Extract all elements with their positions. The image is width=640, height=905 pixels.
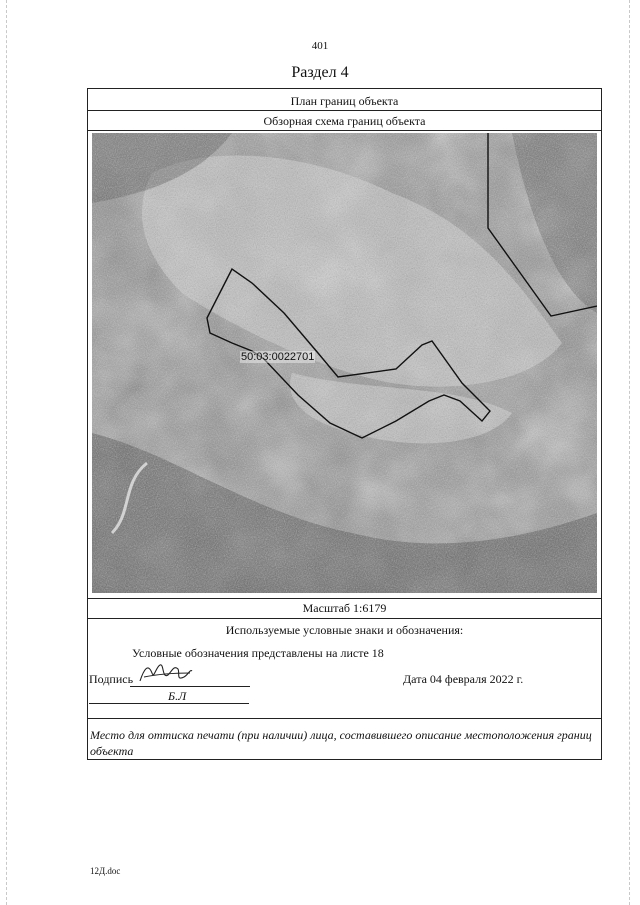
row-divider (88, 598, 601, 599)
legend-reference: Условные обозначения представлены на листе 18 (132, 646, 384, 660)
page-number: 401 (311, 40, 329, 52)
section-title: Раздел 4 (291, 64, 349, 81)
row-divider (88, 718, 601, 719)
scan-edge-right (629, 0, 630, 905)
legend-title: Используемые условные знаки и обозначения: (225, 623, 464, 637)
boundary-plan-table (87, 88, 602, 760)
stamp-place-note: Место для оттиска печати (при наличии) лица, составившего описание местоположения границ объекта (90, 728, 592, 759)
row-divider (88, 130, 601, 131)
signature-label: Подпись (89, 672, 134, 686)
plan-header: План границ объекта (290, 94, 399, 108)
signature-initials: Б.Л (168, 689, 187, 703)
initials-line (89, 703, 249, 704)
row-divider (88, 110, 601, 111)
signature-line (130, 686, 250, 687)
row-divider (88, 618, 601, 619)
cadastral-number-label: 50:03:0022701 (241, 351, 315, 363)
document-date: Дата 04 февраля 2022 г. (403, 672, 524, 686)
satellite-map (92, 133, 597, 593)
map-scale: Масштаб 1:6179 (302, 601, 387, 615)
scan-edge-left (6, 0, 7, 905)
map-image (92, 133, 597, 593)
handwritten-signature (134, 659, 194, 687)
overview-scheme-title: Обзорная схема границ объекта (263, 114, 426, 128)
footer-filename: 12Д.doc (90, 866, 121, 876)
